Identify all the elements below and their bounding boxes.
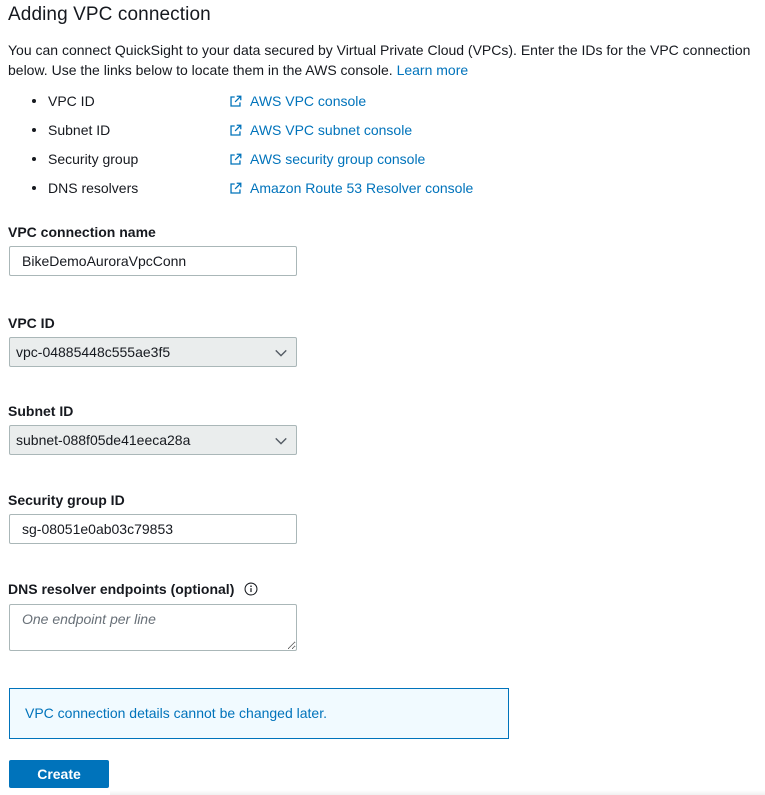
create-button[interactable]: Create bbox=[9, 760, 109, 788]
dns-resolver-endpoints-textarea[interactable] bbox=[9, 604, 297, 651]
intro-description: You can connect QuickSight to your data secured by Virtual Private Cloud (VPCs). Enter the IDs for the VPC connection below. Use the links below to locate them in the AWS console. bbox=[8, 42, 751, 78]
ref-label-vpc-id: VPC ID bbox=[48, 93, 95, 109]
route53-resolver-console-link[interactable] bbox=[229, 177, 473, 199]
ref-label-subnet-id: Subnet ID bbox=[48, 122, 111, 138]
dns-resolver-label-text: DNS resolver endpoints (optional) bbox=[8, 581, 235, 597]
vpc-id-label: VPC ID bbox=[8, 315, 55, 331]
external-link-icon bbox=[229, 182, 242, 195]
dns-resolver-label bbox=[8, 581, 258, 597]
ref-label-security-group: Security group bbox=[48, 151, 139, 167]
ref-label-dns-resolvers: DNS resolvers bbox=[48, 180, 139, 196]
aws-security-group-console-link[interactable] bbox=[229, 148, 425, 170]
subnet-id-label: Subnet ID bbox=[8, 403, 74, 419]
connection-name-label: VPC connection name bbox=[8, 224, 156, 240]
bullet bbox=[32, 157, 36, 161]
footer-shadow bbox=[110, 790, 765, 795]
chevron-down-icon bbox=[274, 434, 288, 448]
aws-vpc-console-link[interactable] bbox=[229, 90, 366, 112]
vpc-id-selected-value: vpc-04885448c555ae3f5 bbox=[16, 344, 171, 360]
external-link-icon bbox=[229, 153, 242, 166]
bullet bbox=[32, 128, 36, 132]
learn-more-link[interactable]: Learn more bbox=[396, 62, 469, 78]
info-icon[interactable] bbox=[244, 582, 258, 596]
aws-vpc-subnet-console-link-text: AWS VPC subnet console bbox=[250, 122, 413, 138]
external-link-icon bbox=[229, 124, 242, 137]
route53-resolver-console-link-text: Amazon Route 53 Resolver console bbox=[250, 180, 474, 196]
external-link-icon bbox=[229, 95, 242, 108]
aws-vpc-subnet-console-link[interactable] bbox=[229, 119, 412, 141]
subnet-id-selected-value: subnet-088f05de41eeca28a bbox=[16, 432, 191, 448]
intro-text bbox=[8, 40, 763, 80]
security-group-id-input[interactable] bbox=[9, 514, 297, 544]
bullet bbox=[32, 186, 36, 190]
aws-security-group-console-link-text: AWS security group console bbox=[250, 151, 426, 167]
info-alert bbox=[9, 688, 509, 739]
bullet bbox=[32, 99, 36, 103]
security-group-id-label: Security group ID bbox=[8, 492, 125, 508]
aws-vpc-console-link-text: AWS VPC console bbox=[250, 93, 367, 109]
vpc-id-select[interactable] bbox=[9, 337, 297, 367]
page-title: Adding VPC connection bbox=[8, 4, 211, 25]
info-alert-text: VPC connection details cannot be changed later. bbox=[25, 705, 327, 721]
subnet-id-select[interactable] bbox=[9, 425, 297, 455]
connection-name-input[interactable] bbox=[9, 246, 297, 276]
chevron-down-icon bbox=[274, 346, 288, 360]
